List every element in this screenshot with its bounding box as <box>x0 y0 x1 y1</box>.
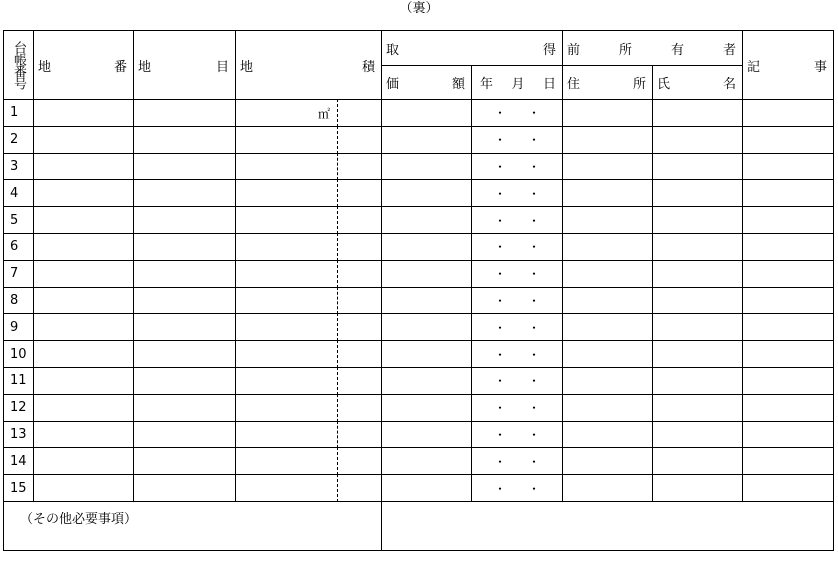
land-category-cell[interactable] <box>134 126 236 153</box>
row-number <box>4 287 34 314</box>
row-number-label: 5 <box>10 212 19 228</box>
date-dot: ・ <box>528 427 541 442</box>
remarks-cell[interactable] <box>743 207 834 234</box>
remarks-cell[interactable] <box>743 475 834 502</box>
address-cell[interactable] <box>563 287 653 314</box>
price-cell[interactable] <box>382 448 472 475</box>
address-cell[interactable] <box>563 260 653 287</box>
table-row <box>4 100 834 127</box>
name-cell[interactable] <box>653 448 743 475</box>
header-date: 年 月 日 <box>472 66 563 100</box>
date-cell[interactable] <box>472 153 563 180</box>
date-dot: ・ <box>493 133 506 148</box>
address-cell[interactable] <box>563 421 653 448</box>
header-prev-owner: 前 所 有 者 <box>563 31 743 66</box>
header-lot-number: 地 番 <box>34 31 134 100</box>
date-separators <box>472 158 562 175</box>
name-cell[interactable] <box>653 314 743 341</box>
lot-number-cell[interactable] <box>34 153 134 180</box>
ledger-body <box>4 100 834 502</box>
date-dot: ・ <box>528 374 541 389</box>
row-number-label: 14 <box>10 453 27 469</box>
row-number <box>4 314 34 341</box>
header-name: 氏 名 <box>653 66 743 100</box>
address-cell[interactable] <box>563 394 653 421</box>
date-cell[interactable] <box>472 260 563 287</box>
address-cell[interactable] <box>563 233 653 260</box>
row-number-label: 1 <box>10 105 19 121</box>
lot-number-cell[interactable] <box>34 394 134 421</box>
date-cell[interactable] <box>472 287 563 314</box>
row-number-label: 8 <box>10 292 19 308</box>
date-separators <box>472 346 562 363</box>
date-dot: ・ <box>493 374 506 389</box>
address-cell[interactable] <box>563 448 653 475</box>
lot-number-cell[interactable] <box>34 180 134 207</box>
remarks-cell[interactable] <box>743 448 834 475</box>
land-category-cell[interactable] <box>134 207 236 234</box>
date-dot: ・ <box>528 106 541 121</box>
lot-number-cell[interactable] <box>34 314 134 341</box>
date-cell[interactable] <box>472 314 563 341</box>
date-dot: ・ <box>493 213 506 228</box>
date-dot: ・ <box>528 320 541 335</box>
header-row-1 <box>4 31 834 66</box>
area-cell[interactable] <box>236 421 382 448</box>
area-divider <box>337 153 338 180</box>
table-row <box>4 341 834 368</box>
notes-row <box>4 501 834 550</box>
header-acquisition: 取 得 <box>382 31 563 66</box>
date-separators <box>472 480 562 497</box>
row-number-label: 9 <box>10 319 19 335</box>
area-cell[interactable] <box>236 126 382 153</box>
date-dot: ・ <box>493 347 506 362</box>
area-divider <box>337 260 338 287</box>
date-dot: ・ <box>528 267 541 282</box>
address-cell[interactable] <box>563 207 653 234</box>
land-ledger-table <box>3 30 834 551</box>
lot-number-cell[interactable] <box>34 448 134 475</box>
price-cell[interactable] <box>382 153 472 180</box>
date-separators <box>472 399 562 416</box>
address-cell[interactable] <box>563 100 653 127</box>
lot-number-cell[interactable] <box>34 233 134 260</box>
price-cell[interactable] <box>382 314 472 341</box>
lot-number-cell[interactable] <box>34 475 134 502</box>
date-cell[interactable] <box>472 207 563 234</box>
date-cell[interactable] <box>472 180 563 207</box>
table-row <box>4 448 834 475</box>
date-dot: ・ <box>493 454 506 469</box>
remarks-cell[interactable] <box>743 314 834 341</box>
remarks-cell[interactable] <box>743 260 834 287</box>
area-cell[interactable] <box>236 475 382 502</box>
row-number <box>4 341 34 368</box>
lot-number-cell[interactable] <box>34 421 134 448</box>
price-cell[interactable] <box>382 287 472 314</box>
date-dot: ・ <box>493 106 506 121</box>
date-separators <box>472 265 562 282</box>
row-number <box>4 233 34 260</box>
price-cell[interactable] <box>382 367 472 394</box>
lot-number-cell[interactable] <box>34 100 134 127</box>
date-cell[interactable] <box>472 448 563 475</box>
date-separators <box>472 185 562 202</box>
price-cell[interactable] <box>382 126 472 153</box>
price-cell[interactable] <box>382 100 472 127</box>
land-category-cell[interactable] <box>134 233 236 260</box>
remarks-cell[interactable] <box>743 126 834 153</box>
remarks-cell[interactable] <box>743 287 834 314</box>
row-number-label: 7 <box>10 266 19 282</box>
row-number <box>4 448 34 475</box>
table-row <box>4 153 834 180</box>
date-dot: ・ <box>528 454 541 469</box>
row-number-label: 13 <box>10 426 27 442</box>
area-divider <box>337 287 338 314</box>
name-cell[interactable] <box>653 341 743 368</box>
row-number <box>4 421 34 448</box>
date-dot: ・ <box>528 213 541 228</box>
area-divider <box>337 126 338 153</box>
area-cell[interactable] <box>236 287 382 314</box>
date-dot: ・ <box>528 240 541 255</box>
address-cell[interactable] <box>563 180 653 207</box>
row-number-label: 3 <box>10 158 19 174</box>
name-cell[interactable] <box>653 260 743 287</box>
date-dot: ・ <box>493 481 506 496</box>
land-category-cell[interactable] <box>134 421 236 448</box>
lot-number-cell[interactable] <box>34 341 134 368</box>
header-ledger-no: 台帳番号 <box>4 31 34 100</box>
price-cell[interactable] <box>382 475 472 502</box>
date-separators <box>472 426 562 443</box>
table-row <box>4 287 834 314</box>
area-divider <box>337 448 338 475</box>
name-cell[interactable] <box>653 153 743 180</box>
lot-number-cell[interactable] <box>34 126 134 153</box>
name-cell[interactable] <box>653 394 743 421</box>
row-number-label: 12 <box>10 400 27 416</box>
land-category-cell[interactable] <box>134 394 236 421</box>
price-cell[interactable] <box>382 394 472 421</box>
name-cell[interactable] <box>653 207 743 234</box>
header-price: 価 額 <box>382 66 472 100</box>
area-divider <box>337 367 338 394</box>
name-cell[interactable] <box>653 180 743 207</box>
remarks-cell[interactable] <box>743 180 834 207</box>
land-category-cell[interactable] <box>134 314 236 341</box>
area-cell[interactable] <box>236 314 382 341</box>
header-area: 地 積 <box>236 31 382 100</box>
date-cell[interactable] <box>472 100 563 127</box>
notes-cell[interactable] <box>4 501 382 550</box>
date-dot: ・ <box>493 320 506 335</box>
address-cell[interactable] <box>563 314 653 341</box>
table-row <box>4 475 834 502</box>
date-separators <box>472 212 562 229</box>
price-cell[interactable] <box>382 260 472 287</box>
lot-number-cell[interactable] <box>34 287 134 314</box>
area-divider <box>337 233 338 260</box>
date-dot: ・ <box>528 133 541 148</box>
area-cell[interactable] <box>236 394 382 421</box>
table-row <box>4 180 834 207</box>
lot-number-cell[interactable] <box>34 367 134 394</box>
address-cell[interactable] <box>563 126 653 153</box>
date-separators <box>472 372 562 389</box>
area-divider <box>337 100 338 127</box>
address-cell[interactable] <box>563 367 653 394</box>
area-divider <box>337 314 338 341</box>
table-row <box>4 207 834 234</box>
area-divider <box>337 207 338 234</box>
date-cell[interactable] <box>472 475 563 502</box>
name-cell[interactable] <box>653 233 743 260</box>
area-divider <box>337 180 338 207</box>
name-cell[interactable] <box>653 287 743 314</box>
date-dot: ・ <box>493 293 506 308</box>
area-cell[interactable] <box>236 367 382 394</box>
row-number-label: 11 <box>10 373 27 389</box>
date-separators <box>472 292 562 309</box>
table-row <box>4 233 834 260</box>
date-cell[interactable] <box>472 341 563 368</box>
notes-extra-cell[interactable] <box>382 501 834 550</box>
header-address: 住 所 <box>563 66 653 100</box>
date-separators <box>472 319 562 336</box>
date-cell[interactable] <box>472 126 563 153</box>
row-number <box>4 180 34 207</box>
row-number-label: 2 <box>10 132 19 148</box>
row-number <box>4 207 34 234</box>
area-cell[interactable] <box>236 100 382 127</box>
area-cell[interactable] <box>236 448 382 475</box>
date-dot: ・ <box>528 401 541 416</box>
date-separators <box>472 104 562 121</box>
row-number-label: 15 <box>10 480 27 496</box>
remarks-cell[interactable] <box>743 233 834 260</box>
date-cell[interactable] <box>472 233 563 260</box>
table-row <box>4 394 834 421</box>
date-separators <box>472 453 562 470</box>
date-dot: ・ <box>493 267 506 282</box>
row-number <box>4 475 34 502</box>
row-number-label: 6 <box>10 239 19 255</box>
remarks-cell[interactable] <box>743 367 834 394</box>
remarks-cell[interactable] <box>743 341 834 368</box>
land-category-cell[interactable] <box>134 475 236 502</box>
row-number <box>4 260 34 287</box>
name-cell[interactable] <box>653 126 743 153</box>
price-cell[interactable] <box>382 180 472 207</box>
date-separators <box>472 131 562 148</box>
table-row <box>4 260 834 287</box>
address-cell[interactable] <box>563 153 653 180</box>
land-category-cell[interactable] <box>134 367 236 394</box>
row-number <box>4 100 34 127</box>
area-unit: ㎡ <box>318 107 331 121</box>
name-cell[interactable] <box>653 475 743 502</box>
date-dot: ・ <box>493 240 506 255</box>
header-remarks: 記 事 <box>743 31 834 100</box>
lot-number-cell[interactable] <box>34 207 134 234</box>
date-dot: ・ <box>528 347 541 362</box>
area-cell[interactable] <box>236 341 382 368</box>
date-separators <box>472 238 562 255</box>
remarks-cell[interactable] <box>743 421 834 448</box>
area-divider <box>337 475 338 502</box>
name-cell[interactable] <box>653 421 743 448</box>
land-category-cell[interactable] <box>134 260 236 287</box>
area-divider <box>337 341 338 368</box>
table-row <box>4 367 834 394</box>
land-category-cell[interactable] <box>134 287 236 314</box>
name-cell[interactable] <box>653 367 743 394</box>
name-cell[interactable] <box>653 100 743 127</box>
table-row <box>4 314 834 341</box>
date-dot: ・ <box>528 481 541 496</box>
row-number <box>4 153 34 180</box>
area-cell[interactable] <box>236 233 382 260</box>
date-dot: ・ <box>493 401 506 416</box>
row-number <box>4 126 34 153</box>
lot-number-cell[interactable] <box>34 260 134 287</box>
date-dot: ・ <box>493 186 506 201</box>
header-land-category: 地 目 <box>134 31 236 100</box>
remarks-cell[interactable] <box>743 394 834 421</box>
address-cell[interactable] <box>563 341 653 368</box>
row-number-label: 10 <box>10 346 27 362</box>
land-category-cell[interactable] <box>134 448 236 475</box>
price-cell[interactable] <box>382 233 472 260</box>
date-dot: ・ <box>528 159 541 174</box>
price-cell[interactable] <box>382 421 472 448</box>
area-cell[interactable] <box>236 153 382 180</box>
table-row <box>4 126 834 153</box>
land-category-cell[interactable] <box>134 153 236 180</box>
price-cell[interactable] <box>382 207 472 234</box>
land-category-cell[interactable] <box>134 100 236 127</box>
table-row <box>4 421 834 448</box>
date-dot: ・ <box>493 427 506 442</box>
date-dot: ・ <box>493 159 506 174</box>
area-divider <box>337 421 338 448</box>
remarks-cell[interactable] <box>743 100 834 127</box>
land-category-cell[interactable] <box>134 180 236 207</box>
date-cell[interactable] <box>472 367 563 394</box>
land-category-cell[interactable] <box>134 341 236 368</box>
area-divider <box>337 394 338 421</box>
date-dot: ・ <box>528 186 541 201</box>
date-cell[interactable] <box>472 394 563 421</box>
notes-label: （その他必要事項） <box>20 511 138 527</box>
row-number <box>4 394 34 421</box>
area-cell[interactable] <box>236 260 382 287</box>
date-cell[interactable] <box>472 421 563 448</box>
row-number <box>4 367 34 394</box>
area-cell[interactable] <box>236 207 382 234</box>
address-cell[interactable] <box>563 475 653 502</box>
area-cell[interactable] <box>236 180 382 207</box>
date-dot: ・ <box>528 293 541 308</box>
remarks-cell[interactable] <box>743 153 834 180</box>
page-title: （裏） <box>399 1 439 16</box>
row-number-label: 4 <box>10 185 19 201</box>
price-cell[interactable] <box>382 341 472 368</box>
